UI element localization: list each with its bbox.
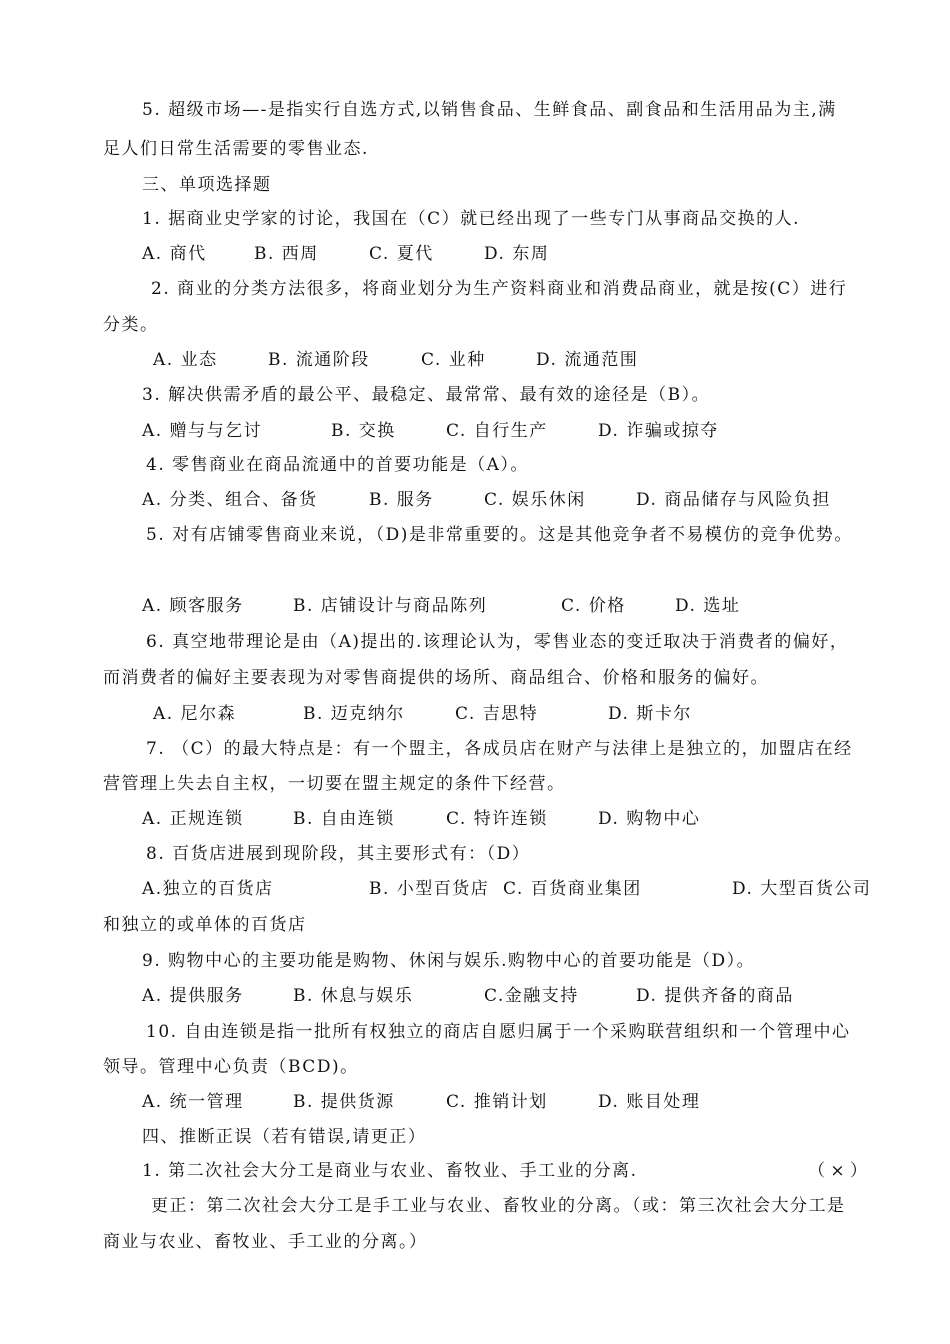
- q1-option-c: C. 夏代: [369, 244, 434, 264]
- q10-option-a: A. 统一管理: [142, 1092, 244, 1112]
- q3-option-d: D. 诈骗或掠夺: [598, 421, 719, 441]
- q6-option-b: B. 迈克纳尔: [303, 704, 405, 724]
- question-9: 9. 购物中心的主要功能是购物、休闲与娱乐.购物中心的首要功能是（D）。: [142, 951, 756, 971]
- q7-option-b: B. 自由连锁: [293, 809, 395, 829]
- question-6-line-1: 6. 真空地带理论是由（A)提出的.该理论认为，零售业态的变迁取决于消费者的偏好，: [146, 632, 849, 652]
- q1-option-a: A. 商代: [142, 244, 207, 264]
- question-3: 3. 解决供需矛盾的最公平、最稳定、最常常、最有效的途径是（B）。: [142, 385, 711, 405]
- question-4: 4. 零售商业在商品流通中的首要功能是（A）。: [146, 455, 529, 475]
- true-false-1-correction-line-1: 更正：第二次社会大分工是手工业与农业、畜牧业的分离。（或：第三次社会大分工是: [151, 1196, 846, 1216]
- definition-5-line-2: 足人们日常生活需要的零售业态.: [103, 139, 369, 159]
- q10-option-c: C. 推销计划: [446, 1092, 548, 1112]
- q2-option-d: D. 流通范围: [536, 350, 639, 370]
- q10-option-d: D. 账目处理: [598, 1092, 701, 1112]
- q1-option-b: B. 西周: [254, 244, 319, 264]
- q2-option-c: C. 业种: [421, 350, 486, 370]
- question-10-line-2: 领导。管理中心负责（BCD)。: [103, 1057, 359, 1077]
- q3-option-b: B. 交换: [331, 421, 396, 441]
- true-false-1-mark: （ × ）: [808, 1161, 868, 1181]
- q8-option-c: C. 百货商业集团: [503, 879, 642, 899]
- true-false-1: 1. 第二次社会大分工是商业与农业、畜牧业、手工业的分离.: [142, 1161, 638, 1181]
- question-1: 1. 据商业史学家的讨论，我国在（C）就已经出现了一些专门从事商品交换的人.: [142, 209, 801, 229]
- q7-option-c: C. 特许连锁: [446, 809, 548, 829]
- q4-option-c: C. 娱乐休闲: [484, 490, 586, 510]
- q9-option-a: A. 提供服务: [142, 986, 244, 1006]
- q3-option-c: C. 自行生产: [446, 421, 548, 441]
- q6-option-d: D. 斯卡尔: [608, 704, 692, 724]
- q2-option-a: A. 业态: [153, 350, 218, 370]
- question-5: 5. 对有店铺零售商业来说，（D)是非常重要的。这是其他竞争者不易模仿的竞争优势。: [146, 525, 853, 545]
- q9-option-b: B. 休息与娱乐: [293, 986, 414, 1006]
- q5-option-b: B. 店铺设计与商品陈列: [293, 596, 488, 616]
- q5-option-c: C. 价格: [561, 596, 626, 616]
- question-7-line-2: 营管理上失去自主权，一切要在盟主规定的条件下经营。: [103, 774, 566, 794]
- q9-option-c: C.金融支持: [484, 986, 579, 1006]
- question-6-line-2: 而消费者的偏好主要表现为对零售商提供的场所、商品组合、价格和服务的偏好。: [103, 668, 769, 688]
- q6-option-a: A. 尼尔森: [153, 704, 237, 724]
- q9-option-d: D. 提供齐备的商品: [636, 986, 794, 1006]
- q4-option-d: D. 商品储存与风险负担: [636, 490, 831, 510]
- question-8: 8. 百货店进展到现阶段，其主要形式有：（D）: [146, 844, 531, 864]
- q7-option-d: D. 购物中心: [598, 809, 701, 829]
- true-false-1-correction-line-2: 商业与农业、畜牧业、手工业的分离。）: [103, 1232, 428, 1252]
- q3-option-a: A. 赠与与乞讨: [142, 421, 263, 441]
- section-3-title: 三、单项选择题: [142, 175, 272, 195]
- q8-option-a: A.独立的百货店: [142, 879, 274, 899]
- q4-option-b: B. 服务: [369, 490, 434, 510]
- question-7-line-1: 7. （C）的最大特点是：有一个盟主，各成员店在财产与法律上是独立的，加盟店在经: [146, 739, 853, 759]
- q8-option-d: D. 大型百货公司: [732, 879, 872, 899]
- q8-option-b: B. 小型百货店: [369, 879, 490, 899]
- question-2-line-1: 2. 商业的分类方法很多，将商业划分为生产资料商业和消费品商业，就是按(C）进行: [151, 279, 848, 299]
- question-2-line-2: 分类。: [103, 315, 159, 335]
- q6-option-c: C. 吉思特: [455, 704, 539, 724]
- question-8-option-d-continued: 和独立的或单体的百货店: [103, 915, 307, 935]
- q10-option-b: B. 提供货源: [293, 1092, 395, 1112]
- question-10-line-1: 10. 自由连锁是指一批所有权独立的商店自愿归属于一个采购联营组织和一个管理中心: [146, 1022, 851, 1042]
- q5-option-d: D. 选址: [675, 596, 741, 616]
- q1-option-d: D. 东周: [484, 244, 550, 264]
- q5-option-a: A. 顾客服务: [142, 596, 244, 616]
- q2-option-b: B. 流通阶段: [268, 350, 370, 370]
- definition-5-line-1: 5. 超级市场—-是指实行自选方式,以销售食品、生鲜食品、副食品和生活用品为主,满: [142, 100, 837, 120]
- section-4-title: 四、推断正误（若有错误,请更正）: [142, 1127, 427, 1147]
- q7-option-a: A. 正规连锁: [142, 809, 244, 829]
- q4-option-a: A. 分类、组合、备货: [142, 490, 318, 510]
